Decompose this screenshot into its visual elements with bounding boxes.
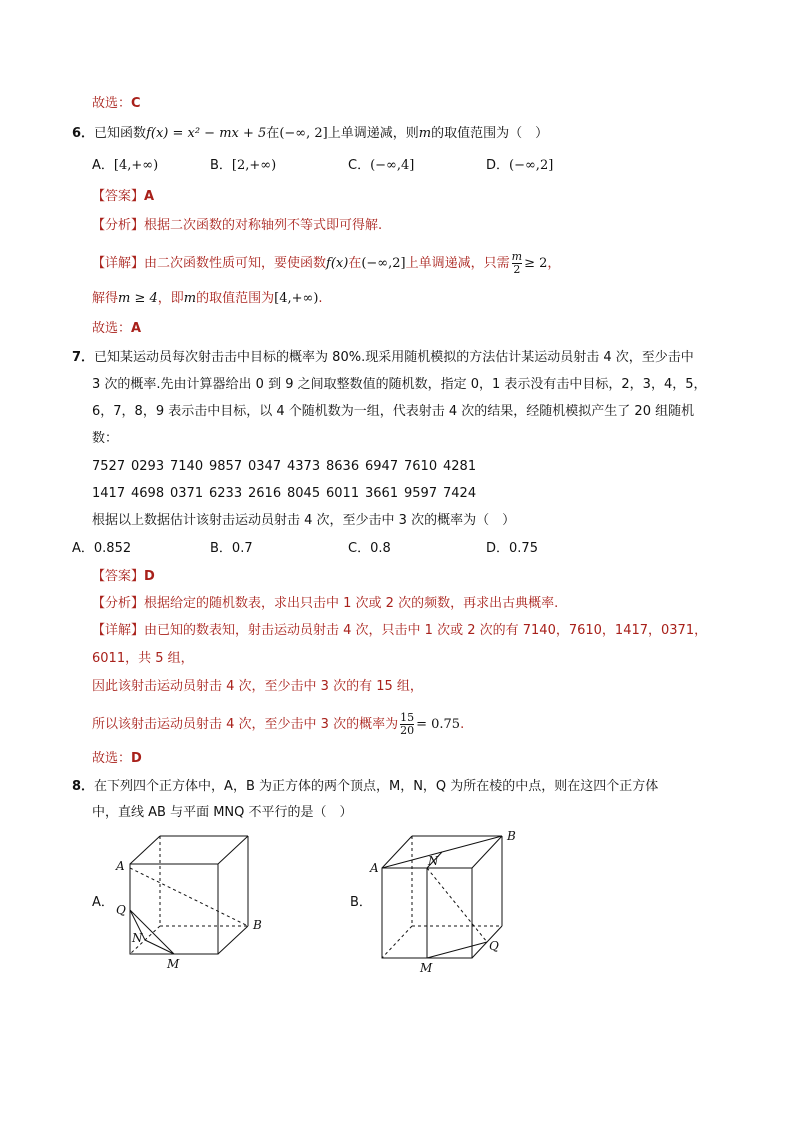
cube-a-edge	[130, 836, 160, 864]
q7-stem-line4: 数：	[92, 431, 119, 446]
q8-figure-a-label: A．	[92, 895, 114, 910]
q7-question: 根据以上数据估计该射击运动员射击 4 次，至少击中 3 次的概率为（ ）	[92, 513, 516, 528]
q8-stem-line1: 8．在下列四个正方体中，A，B 为正方体的两个顶点，M，N，Q 为所在棱的中点，则在这四个正方体	[72, 779, 659, 794]
q7-option-c: C．0.8	[348, 541, 391, 556]
q6-option-d: D．(−∞,2]	[486, 158, 554, 173]
q7-conclusion: 故选：D	[92, 751, 142, 766]
cube-a-point-a: A	[116, 859, 125, 873]
cube-a-point-m: M	[167, 957, 180, 971]
cube-b-line-mq	[427, 942, 487, 958]
cube-a-point-q: Q	[116, 903, 126, 917]
q6-option-c: C．(−∞,4]	[348, 158, 415, 173]
q8-stem-line2: 中，直线 AB 与平面 MNQ 不平行的是（ ）	[92, 805, 353, 820]
q7-analysis: 【分析】根据给定的随机数表，求出只击中 1 次或 2 次的频数，再求出古典概率.	[92, 596, 559, 611]
cube-b-edge	[382, 836, 412, 868]
q6-conclusion: 故选：A	[92, 321, 142, 336]
q7-option-d: D．0.75	[486, 541, 538, 556]
cube-b-point-b: B	[507, 829, 516, 843]
q7-detail-3: 因此该射击运动员射击 4 次，至少击中 3 次的有 15 组，	[92, 679, 423, 694]
q7-answer: 【答案】D	[92, 569, 155, 584]
q6-solve: 解得m ≥ 4，即m的取值范围为[4,+∞).	[92, 291, 323, 306]
q8-cube-a	[110, 826, 280, 976]
q6-function: f(x) = x² − mx + 5	[146, 126, 267, 141]
q7-stem-line1: 7．已知某运动员每次射击击中目标的概率为 80%.现采用随机模拟的方法估计某运动员射击 4 次，至少击中	[72, 350, 694, 365]
q6-detail: 【详解】由二次函数性质可知，要使函数f(x)在(−∞,2]上单调递减，只需 $\frac{m}{2}$ ≥ 2，	[92, 250, 561, 276]
q6-interval: (−∞, 2]	[279, 126, 328, 141]
cube-a-edge	[218, 836, 248, 864]
cube-b-point-n: N	[428, 854, 439, 868]
q7-detail-4: 所以该射击运动员射击 4 次，至少击中 3 次的概率为 $\frac{15}{20}$ = 0.75.	[92, 711, 465, 737]
q5-conclusion: 故选：C	[92, 96, 141, 111]
q7-fraction: $\frac{15}{20}$	[400, 711, 415, 737]
cube-a-front-face	[130, 864, 218, 954]
q7-stem-line2: 3 次的概率.先由计算器给出 0 到 9 之间取整数值的随机数，指定 0，1 表示没有击中目标，2，3，4，5，	[92, 377, 707, 392]
cube-b-hidden-edge	[382, 926, 412, 958]
cube-a-line-nm	[145, 940, 174, 954]
q8-figure-b-label: B．	[350, 895, 372, 910]
q6-analysis: 【分析】根据二次函数的对称轴列不等式即可得解.	[92, 218, 383, 233]
q8-cube-b	[360, 822, 540, 974]
q6-option-b: B．[2,+∞)	[210, 158, 277, 173]
cube-b-line-nq	[427, 868, 487, 942]
cube-b-point-q: Q	[489, 939, 499, 953]
cube-b-point-a: A	[370, 861, 379, 875]
cube-a-point-b: B	[253, 918, 262, 932]
q7-random-row-2: 1417 4698 0371 6233 2616 8045 6011 3661 9597 7424	[92, 486, 477, 501]
q6-fraction: $\frac{m}{2}$	[511, 250, 523, 276]
q7-option-b: B．0.7	[210, 541, 253, 556]
q7-random-row-1: 7527 0293 7140 9857 0347 4373 8636 6947 7610 4281	[92, 459, 477, 474]
cube-a-line-ab	[130, 868, 248, 926]
q6-stem: 6．已知函数f(x) = x² − mx + 5在(−∞, 2]上单调递减，则m的取值范围为（ ）	[72, 126, 549, 141]
cube-b-point-m: M	[420, 961, 433, 974]
q6-answer: 【答案】A	[92, 189, 155, 204]
cube-b-edge	[472, 836, 502, 868]
q7-stem-line3: 6，7，8，9 表示击中目标，以 4 个随机数为一组，代表射击 4 次的结果，经随机模拟产生了 20 组随机	[92, 404, 695, 419]
cube-a-edge	[218, 926, 248, 954]
cube-a-point-n: N	[132, 931, 143, 945]
q7-detail-1: 【详解】由已知的数表知，射击运动员射击 4 次，只击中 1 次或 2 次的有 7140，7610，1417，0371，	[92, 623, 708, 638]
q6-option-a: A．[4,+∞)	[92, 158, 159, 173]
q7-detail-2: 6011，共 5 组，	[92, 651, 194, 666]
q7-option-a: A．0.852	[72, 541, 132, 556]
